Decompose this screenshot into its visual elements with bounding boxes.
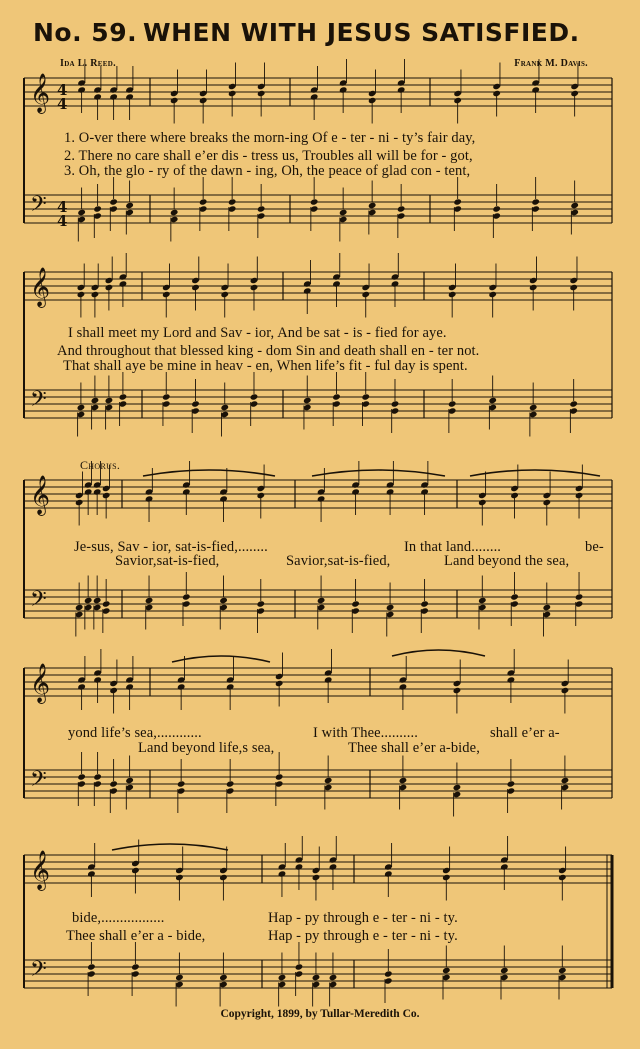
tie-slur	[172, 656, 270, 662]
note-head	[77, 404, 86, 411]
chorus-s5-lower-2: Hap - py through e - ter - ni - ty.	[268, 928, 458, 944]
note-head	[228, 198, 237, 205]
note-head	[507, 780, 516, 787]
note-head	[570, 202, 579, 209]
time-signature-bass	[57, 200, 67, 228]
chorus-s5-upper-2: Hap - py through e - ter - ni - ty.	[268, 910, 458, 926]
note-head	[125, 202, 134, 209]
note-head	[257, 600, 266, 607]
note-head	[329, 974, 338, 981]
treble-clef-icon: 𝄞	[30, 850, 51, 890]
note-head	[75, 604, 84, 611]
note-head	[569, 400, 578, 407]
note-head	[529, 404, 538, 411]
note-head	[448, 400, 457, 407]
time-sig-bottom: 4	[57, 212, 68, 230]
tie-slur	[143, 470, 275, 476]
note-head	[175, 974, 184, 981]
tie-slur	[392, 650, 485, 656]
treble-clef-icon: 𝄞	[30, 663, 51, 703]
note-head	[500, 967, 509, 974]
note-head	[543, 604, 552, 611]
treble-clef-icon: 𝄞	[30, 73, 51, 113]
bass-clef-icon: 𝄢	[30, 767, 47, 797]
note-head	[295, 963, 304, 970]
chorus-s3-upper-1: Je-sus, Sav - ior, sat-is-fied,........	[74, 539, 268, 555]
note-head	[177, 780, 186, 787]
note-head	[351, 600, 360, 607]
note-head	[125, 777, 134, 784]
chorus-s3-lower-1: Savior,sat-is-fied,	[115, 553, 220, 569]
note-head	[102, 600, 111, 607]
note-head	[420, 600, 429, 607]
tie-slur	[312, 470, 445, 476]
bass-clef-icon: 𝄢	[30, 192, 47, 222]
chorus-s5-lower-1: Thee shall e’er a - bide,	[66, 928, 206, 944]
note-head	[386, 604, 395, 611]
note-head	[531, 198, 540, 205]
composer-credit: Frank M. Davis.	[514, 58, 588, 69]
treble-clef-icon: 𝄞	[30, 267, 51, 307]
note-head	[219, 974, 228, 981]
time-signature-treble	[57, 83, 67, 111]
note-head	[361, 393, 370, 400]
chorus-s3-lower-2: Savior,sat-is-fied,	[286, 553, 391, 569]
lyricist-credit: Ida L. Reed.	[60, 58, 116, 69]
note-head	[332, 393, 341, 400]
verse-1-line-1: 1. O-ver there where breaks the morn-ing Of e - ter - ni - ty’s fair day,	[64, 130, 476, 146]
note-head	[219, 597, 228, 604]
note-head	[131, 963, 140, 970]
note-head	[199, 198, 208, 205]
note-head	[170, 209, 179, 216]
chorus-label: Chorus.	[80, 458, 121, 472]
note-head	[278, 974, 287, 981]
note-head	[368, 202, 377, 209]
note-head	[384, 970, 393, 977]
note-head	[250, 393, 259, 400]
treble-clef-icon: 𝄞	[30, 475, 51, 515]
note-head	[324, 777, 333, 784]
note-head	[575, 593, 584, 600]
chorus-s4-upper-2: I with Thee..........	[313, 725, 418, 741]
chorus-s4-upper-1: yond life’s sea,............	[68, 725, 202, 741]
note-head	[93, 773, 102, 780]
note-head	[84, 597, 93, 604]
chorus-s3-lower-3: Land beyond the sea,	[444, 553, 570, 569]
chorus-s3-upper-2: In that land........	[404, 539, 502, 555]
chorus-s3-upper-3: be-	[585, 539, 604, 555]
chorus-s4-lower-2: Thee shall e’er a-bide,	[348, 740, 480, 756]
chorus-s4-lower-1: Land beyond life,s sea,	[138, 740, 275, 756]
note-head	[145, 597, 154, 604]
note-head	[91, 397, 100, 404]
bass-clef-icon: 𝄢	[30, 587, 47, 617]
note-head	[220, 404, 229, 411]
note-head	[488, 397, 497, 404]
note-head	[77, 209, 86, 216]
note-head	[310, 198, 319, 205]
verse-2-line-1: 2. There no care shall e’er dis - tress us, Troubles all will be for - got,	[64, 148, 473, 164]
note-head	[558, 967, 567, 974]
note-head	[339, 209, 348, 216]
tie-slur	[470, 470, 600, 476]
hymn-number: No. 59.	[33, 18, 138, 47]
note-head	[77, 773, 86, 780]
note-head	[87, 963, 96, 970]
note-head	[105, 397, 114, 404]
note-head	[119, 393, 128, 400]
time-sig-bottom: 4	[57, 95, 68, 113]
note-head	[391, 400, 400, 407]
verse-2-line-2: And throughout that blessed king - dom Sin and death shall en - ter not.	[57, 343, 480, 359]
note-head	[257, 205, 266, 212]
note-head	[561, 777, 570, 784]
copyright-notice: Copyright, 1899, by Tullar-Meredith Co.	[220, 1008, 420, 1020]
chorus-s4-upper-3: shall e’er a-	[490, 725, 560, 741]
chorus-s5-upper-1: bide,.................	[72, 910, 165, 926]
note-head	[109, 198, 118, 205]
note-head	[162, 393, 171, 400]
hymn-title: WHEN WITH JESUS SATISFIED.	[143, 18, 580, 47]
bass-clef-icon: 𝄢	[30, 957, 47, 987]
note-head	[492, 205, 501, 212]
tie-slur	[112, 844, 228, 850]
time-sig-top: 4	[57, 81, 68, 99]
note-head	[312, 974, 321, 981]
note-head	[453, 198, 462, 205]
note-head	[109, 780, 118, 787]
note-head	[275, 773, 284, 780]
verse-3-line-2: That shall aye be mine in heav - en, When life’s fit - ful day is spent.	[63, 358, 468, 374]
verse-1-line-2: I shall meet my Lord and Sav - ior, And be sat - is - fied for aye.	[68, 325, 447, 341]
verse-3-line-1: 3. Oh, the glo - ry of the dawn - ing, Oh, the peace of glad con - tent,	[64, 163, 471, 179]
note-head	[399, 777, 408, 784]
note-head	[182, 593, 191, 600]
note-head	[478, 597, 487, 604]
note-head	[303, 397, 312, 404]
note-head	[93, 205, 102, 212]
note-head	[510, 593, 519, 600]
note-head	[397, 205, 406, 212]
note-head	[191, 400, 200, 407]
bass-clef-icon: 𝄢	[30, 387, 47, 417]
time-sig-top: 4	[57, 198, 68, 216]
note-head	[93, 597, 102, 604]
note-head	[317, 597, 326, 604]
note-head	[226, 780, 235, 787]
note-head	[453, 784, 462, 791]
note-head	[442, 967, 451, 974]
